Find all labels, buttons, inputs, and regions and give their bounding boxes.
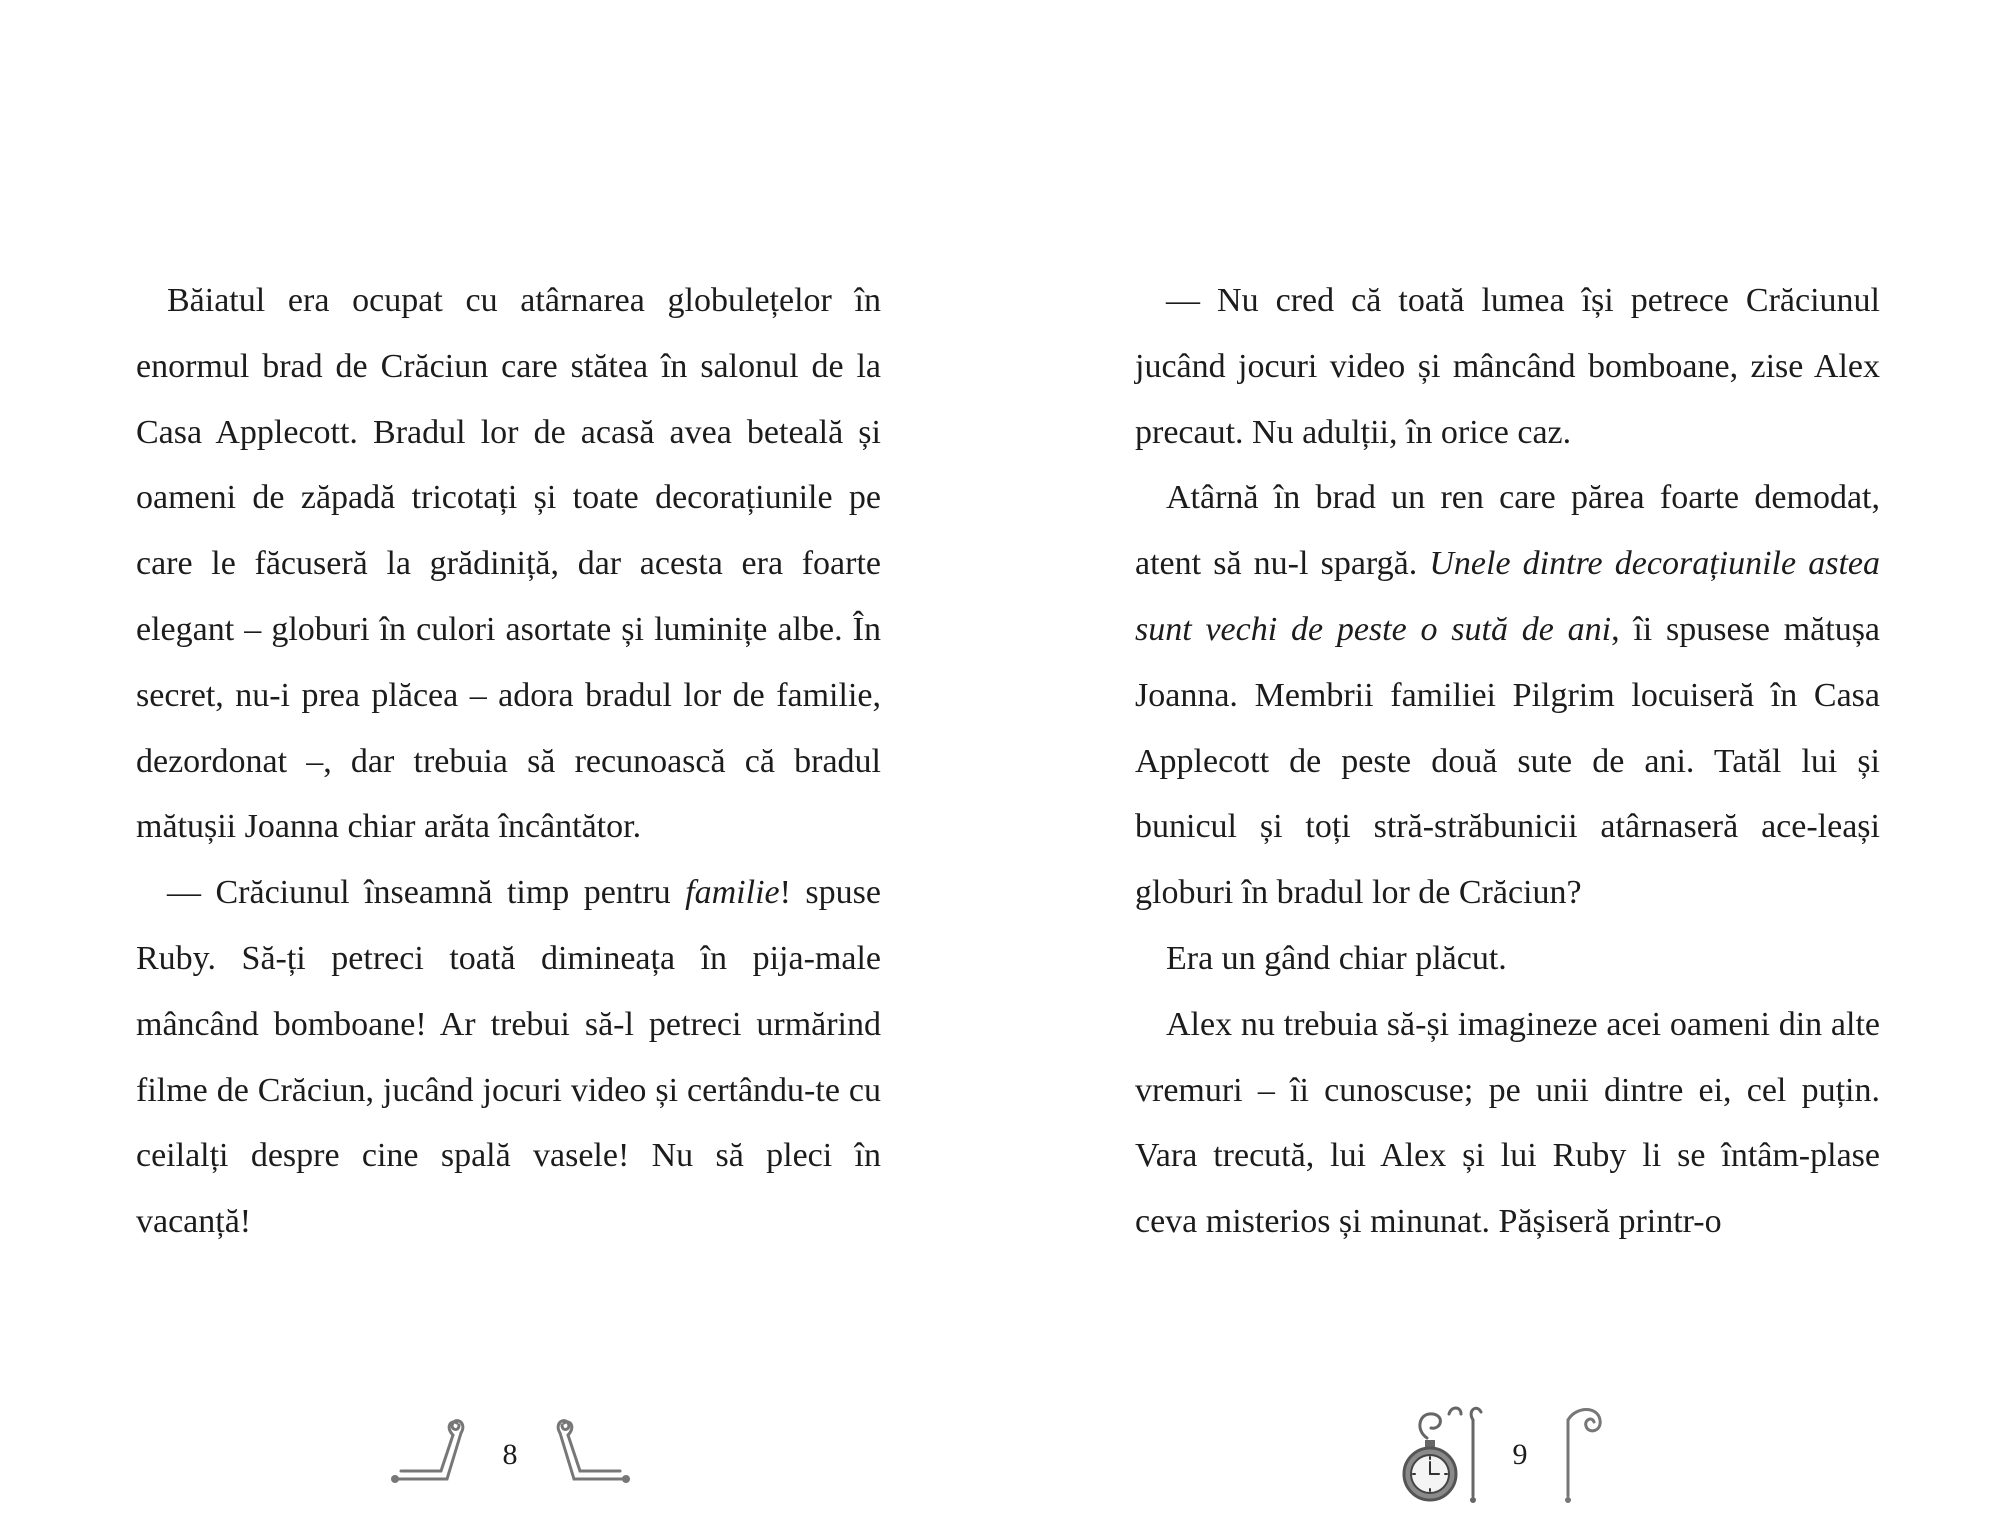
text-segment: , îi spusese mătușa Joanna. Membrii familiei Pilgrim locuiseră în Casa Applecott de peste două sute de ani. Tatăl lui și bunicul și toți stră-străbunicii atârnaseră ace-leași globuri în bradul lor de Crăciun? [1135,610,1881,912]
paragraph [1135,926,1880,992]
flourish-right-icon [544,1415,634,1495]
text-segment: Era un gând chiar plăcut. [1166,939,1507,977]
paragraph [136,268,881,860]
paragraph [136,860,881,1255]
text-segment: Atârnă în brad un ren care părea foarte demodat, atent să nu-l spargă. [1135,479,1880,583]
page-number: 9 [1512,1438,1528,1471]
pocket-watch-icon [1397,1400,1487,1510]
paragraph [1135,992,1880,1255]
flourish-left-icon [387,1415,477,1495]
left-page-footer [370,1400,650,1510]
right-page-text [1135,268,1880,1255]
page-number: 8 [502,1438,518,1471]
text-segment: — Crăciunul înseamnă timp pentru [167,874,686,912]
text-segment: — Nu cred că toată lumea își petrece Crăciunul jucând jocuri video și mâncând bomboane, zise Alex precaut. Nu adulții, în orice caz. [1135,282,1880,451]
flourish-right-icon [1554,1400,1624,1510]
right-page-footer [1380,1400,1640,1510]
left-page-text [136,268,881,1255]
italic-text: familie [685,874,780,912]
text-segment: ! spuse Ruby. Să-ți petreci toată dimineața în pija-male mâncând bomboane! Ar trebui să-l petreci urmărind filme de Crăciun, jucând jocuri video și certându-te cu ceilalți despre cine spală vasele! Nu să pleci în vacanță! [136,874,881,1241]
paragraph [1135,268,1880,465]
paragraph [1135,465,1880,926]
text-segment: Alex nu trebuia să-și imagineze acei oameni din alte vremuri – îi cunoscuse; pe unii dintre ei, cel puțin. Vara trecută, lui Alex și lui Ruby li se întâm-plase ceva misterios și minunat. Pășiseră printr-o [1135,1005,1880,1241]
italic-text: Unele dintre decorațiunile astea sunt vechi de peste o sută de ani [1135,545,1880,648]
text-segment: Băiatul era ocupat cu atârnarea globulețelor în enormul brad de Crăciun care stătea în salonul de la Casa Applecott. Bradul lor de acasă avea beteală și oameni de zăpadă tricotați și toate decorațiunile pe care le făcuseră la grădiniță, dar acesta era foarte elegant – globuri în culori asortate și luminițe albe. În secret, nu-i prea plăcea – adora bradul lor de familie, dezordonat –, dar trebuia să recunoască că bradul mătușii Joanna chiar arăta încântător. [136,282,881,846]
